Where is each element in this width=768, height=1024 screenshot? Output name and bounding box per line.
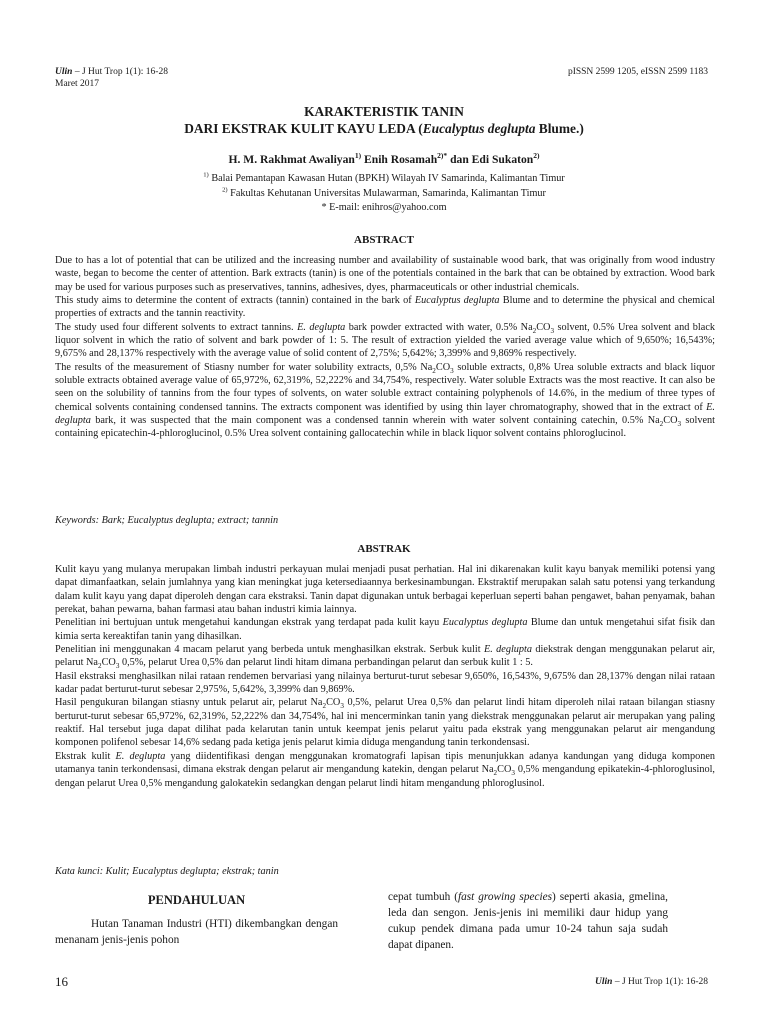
abstract-p4-d: bark, it was suspected that the main component was a condensed tannin wherein with water solvent containing catechin, 0.5% Na xyxy=(90,415,660,427)
abstract-p4-sub3: 2 xyxy=(659,420,664,429)
abstrak-p3-sub2: 3 xyxy=(115,662,120,671)
title-line-1: KARAKTERISTIK TANIN xyxy=(304,104,464,119)
abstract-p4-c: soluble extracts, 0,8% Urea soluble extracts and black liquor soluble extracts obtained average value of 65,972%, 62,319%, 52,222% and 34,754%, respectively. Water soluble Extracts was the most reactive. It can also be seen on the solubility of tannins from the four types of solvents, on water soluble extract containing polyphenols of 14.6%, in the medium of three types of chemical solvents containing condensed tannins. The extracts component was identified by using thin layer chromatography, showed that in the extract of xyxy=(55,361,715,413)
title-line-2 xyxy=(60,120,708,137)
abstrak-heading: ABSTRAK xyxy=(357,543,411,555)
page-number: 16 xyxy=(55,974,68,989)
footer-journal-name: Ulin xyxy=(595,977,613,987)
affiliation-1 xyxy=(60,172,708,187)
abstrak-p6-b: yang diidentifikasi dengan menggunakan kromatografi lapisan tipis menunjukkan adanya kandungan yang diduga komponen utamanya tanin terkondensasi, dimana ekstrak dengan pelarut air mengandung katekin, dengan pelarut Na xyxy=(55,750,715,776)
intro-right-b: ) seperti akasia, gmelina, leda dan sengon. Jenis-jenis ini memiliki daur hidup yang cukup pendek dimana pada umur 10-24 tahun saja sudah dapat dipanen. xyxy=(388,891,668,951)
paper-title xyxy=(60,103,708,137)
abstract-paragraph-2 xyxy=(55,294,715,321)
abstract-p4-f: solvent containing epicatechin-4-phloroglucinol, 0.5% Urea solvent containing gallocatechin while in black liquor solvent contains phloroglucinol. xyxy=(55,415,716,440)
abstract-p3-sub1: 2 xyxy=(532,326,537,335)
author-3-sup: 2) xyxy=(533,151,540,161)
abstract-body xyxy=(55,254,715,441)
intro-right-italic: fast growing species xyxy=(457,891,553,903)
abstract-p2-a: This study aims to determine the content of extracts (tannin) contained in the bark of xyxy=(55,295,415,307)
abstract-p2-b: Blume and to determine the physical and chemical properties of extracts and the tannin reactivity. xyxy=(55,295,715,320)
title-species: Eucalyptus deglupta xyxy=(422,121,536,136)
intro-left-column xyxy=(55,893,338,948)
abstract-p4-a: The results of the measurement of Stiasny number for water solubility extracts, 0,5% Na xyxy=(55,361,433,373)
affiliation-2 xyxy=(60,187,708,202)
intro-right-column xyxy=(388,889,668,953)
abstrak-p2-a: Penelitian ini bertujuan untuk mengetahui kandungan ekstrak yang terdapat pada kulit kayu xyxy=(55,617,443,629)
abstract-p4-sub4: 3 xyxy=(677,420,682,429)
abstrak-p5-c: 0,5%, pelarut Urea 0,5% dan pelarut lindi hitam diperoleh nilai rataan bilangan stiasny berturut-turut sebesar 65,972%, 62,319%, 52,222% dan 34,754%, hal ini mencerminkan tanin yang diekstrak menggunakan pelarut air merupakan yang paling reaktif. Hal tersebut juga dapat dilihat pada kelarutan tanin untuk keempat jenis pelarut yaitu pada ekstrak yang menggunakan pelarut air mengandung komponen polifenol sebesar 14,6% sedang pada ketiga jenis pelarut kimia diduga mengandung tanin terkondensasi. xyxy=(55,697,716,749)
abstract-p4-sub1: 2 xyxy=(432,366,436,375)
abstrak-p2-b: Blume dan untuk mengetahui sifat fisik dan kimia serta kereaktifan tanin yang dihasilkan. xyxy=(55,617,716,642)
affiliation-1-text: Balai Pemantapan Kawasan Hutan (BPKH) Wilayah IV Samarinda, Kalimantan Timur xyxy=(208,173,565,184)
abstract-p4-species: E. deglupta xyxy=(55,401,715,427)
abstrak-p5-sub1: 2 xyxy=(322,702,327,711)
abstract-p2-species: Eucalyptus deglupta xyxy=(414,295,500,307)
abstrak-p3-species: E. deglupta xyxy=(483,644,533,656)
author-1: H. M. Rakhmat Awaliyan xyxy=(228,153,355,166)
intro-right-paragraph xyxy=(388,889,668,953)
abstrak-p6-species: E. deglupta xyxy=(115,750,166,762)
abstract-keywords: Keywords: Bark; Eucalyptus deglupta; extract; tannin xyxy=(55,515,279,526)
abstrak-keywords: Kata kunci: Kulit; Eucalyptus deglupta; ekstrak; tanin xyxy=(55,866,279,877)
affiliations xyxy=(60,172,708,216)
abstrak-paragraph-1: Kulit kayu yang mulanya merupakan limbah industri perkayuan mulai menjadi pusat perhatian. Hal ini dikarenakan kulit kayu banyak memiliki potensi yang dapat dimanfaatkan, selain jumlahnya yang kian meningkat juga ketersediaannya berkesinambungan. Ekstraktif merupakan salah satu potensi yang terkandung dalam kulit kayu yang dapat diperoleh dengan cara ekstraksi. Tanin dapat digunakan untuk berbagai keperluan seperti bahan pengawet, bahan penyamak, bahan perekat, bahan pewarna, bahan farmasi atau bahan industri kimia lainnya. xyxy=(55,564,715,616)
abstract-p4-e: CO xyxy=(663,415,678,427)
journal-citation: – J Hut Trop 1(1): 16-28 xyxy=(72,67,168,77)
abstrak-body xyxy=(55,563,715,790)
abstract-p4-b: CO xyxy=(435,361,451,373)
abstrak-p3-sub1: 2 xyxy=(97,662,102,671)
abstrak-paragraph-5 xyxy=(55,696,715,749)
abstrak-p5-a: Hasil pengukuran bilangan stiasny untuk pelarut air, pelarut Na xyxy=(55,697,323,709)
intro-right-text xyxy=(388,889,668,953)
abstrak-p6-c: CO xyxy=(497,764,512,776)
intro-left-text xyxy=(55,916,338,948)
title-line-2-suffix: Blume.) xyxy=(535,121,584,136)
author-1-sup: 1) xyxy=(354,151,362,161)
abstrak-paragraph-2 xyxy=(55,616,715,643)
abstract-p3-sub2: 3 xyxy=(550,326,555,335)
author-2-sup: 2)* xyxy=(437,151,448,161)
issue-date: Maret 2017 xyxy=(55,79,100,89)
abstract-heading: ABSTRACT xyxy=(354,234,414,246)
author-list xyxy=(60,153,708,166)
abstrak-paragraph-6 xyxy=(55,750,715,790)
section-heading-pendahuluan: PENDAHULUAN xyxy=(147,893,246,907)
abstract-p3-b: bark powder extracted with water, 0.5% Na xyxy=(345,321,533,333)
issn-header: pISSN 2599 1205, eISSN 2599 1183 xyxy=(567,67,708,77)
abstrak-p2-species: Eucalyptus deglupta xyxy=(442,617,528,629)
abstrak-p3-a: Penelitian ini menggunakan 4 macam pelarut yang berbeda untuk menghasilkan ekstrak. Serbuk kulit xyxy=(55,644,484,656)
abstract-paragraph-1: Due to has a lot of potential that can be utilized and the increasing number and availability of sustainable wood bark, that was originally from wood industry waste, began to become the center of attention. Bark extracts (tanin) is one of the potentials contained in the bark that can be obtained by extraction. Wood bark may be used for various purposes such as preservatives, tannins, adhesives, dyes, pharmaceuticals or other industrial chemicals. xyxy=(55,255,715,293)
abstrak-p5-b: CO xyxy=(326,697,341,709)
abstrak-p6-sub1: 2 xyxy=(493,769,498,778)
abstrak-p3-d: 0,5%, pelarut Urea 0,5% dan pelarut lindi hitam dimana perbandingan pelarut dan serbuk kulit 1 : 5. xyxy=(119,657,533,669)
abstrak-p6-a: Ekstrak kulit xyxy=(55,750,116,762)
abstract-paragraph-4 xyxy=(55,361,715,441)
abstrak-p5-sub2: 3 xyxy=(340,702,344,711)
abstract-p3-c: CO xyxy=(536,321,551,333)
abstract-paragraph-3 xyxy=(55,321,715,361)
abstract-p3-d: solvent, 0.5% Urea solvent and black liquor solvent in which the ratio of solvent and bark powder of 1: 5. The result of extraction yielded the varied average value which of 9,650%; 16,543%; 9,675% and 28,137% respectively with the average value of solid content of 2,75%; 5,642%; 3,399% and 9,869% respectively. xyxy=(55,321,715,360)
intro-right-a: cepat tumbuh ( xyxy=(388,891,458,903)
footer-citation: – J Hut Trop 1(1): 16-28 xyxy=(612,977,708,987)
title-line-2-prefix: DARI EKSTRAK KULIT KAYU LEDA ( xyxy=(184,121,423,136)
abstrak-p6-d: 0,5% mengandung epikatekin-4-phloroglusinol, dengan pelarut Urea 0,5% mengandung galokatekin sedangkan dengan pelarut lindi hitam mengandung phloroglusinol. xyxy=(55,764,715,789)
intro-left-paragraph: Hutan Tanaman Industri (HTI) dikembangkan dengan menanam jenis-jenis pohon xyxy=(55,918,338,946)
affiliation-2-sup: 2) xyxy=(222,186,228,194)
abstrak-p3-c: CO xyxy=(101,657,116,669)
author-3: dan Edi Sukaton xyxy=(447,153,534,166)
journal-name: Ulin xyxy=(55,67,73,77)
author-2: Enih Rosamah xyxy=(361,153,438,166)
running-header-left xyxy=(55,66,168,90)
running-footer xyxy=(595,977,708,987)
abstrak-paragraph-3 xyxy=(55,643,715,670)
abstrak-p3-b: diekstrak dengan menggunakan pelarut air, pelarut Na xyxy=(55,644,715,669)
corresponding-email: * E-mail: enihros@yahoo.com xyxy=(321,202,447,213)
affiliation-2-text: Fakultas Kehutanan Universitas Mulawarman, Samarinda, Kalimantan Timur xyxy=(227,187,546,199)
affiliation-1-sup: 1) xyxy=(203,171,209,179)
abstrak-paragraph-4: Hasil ekstraksi menghasilkan nilai rataan rendemen bervariasi yang nilainya berturut-turut sebesar 9,650%, 16,543%, 9,675% dan 28,137% dengan nilai rataan kadar padat berturut-turut sebesar 2,975%, 5,642%, 3,399% dan 9,869%. xyxy=(55,670,715,696)
abstract-p3-a: The study used four different solvents to extract tannins. xyxy=(55,321,298,333)
abstrak-p6-sub2: 3 xyxy=(511,769,515,778)
abstract-p3-species: E. deglupta xyxy=(297,321,346,333)
abstract-p4-sub2: 3 xyxy=(450,366,454,375)
